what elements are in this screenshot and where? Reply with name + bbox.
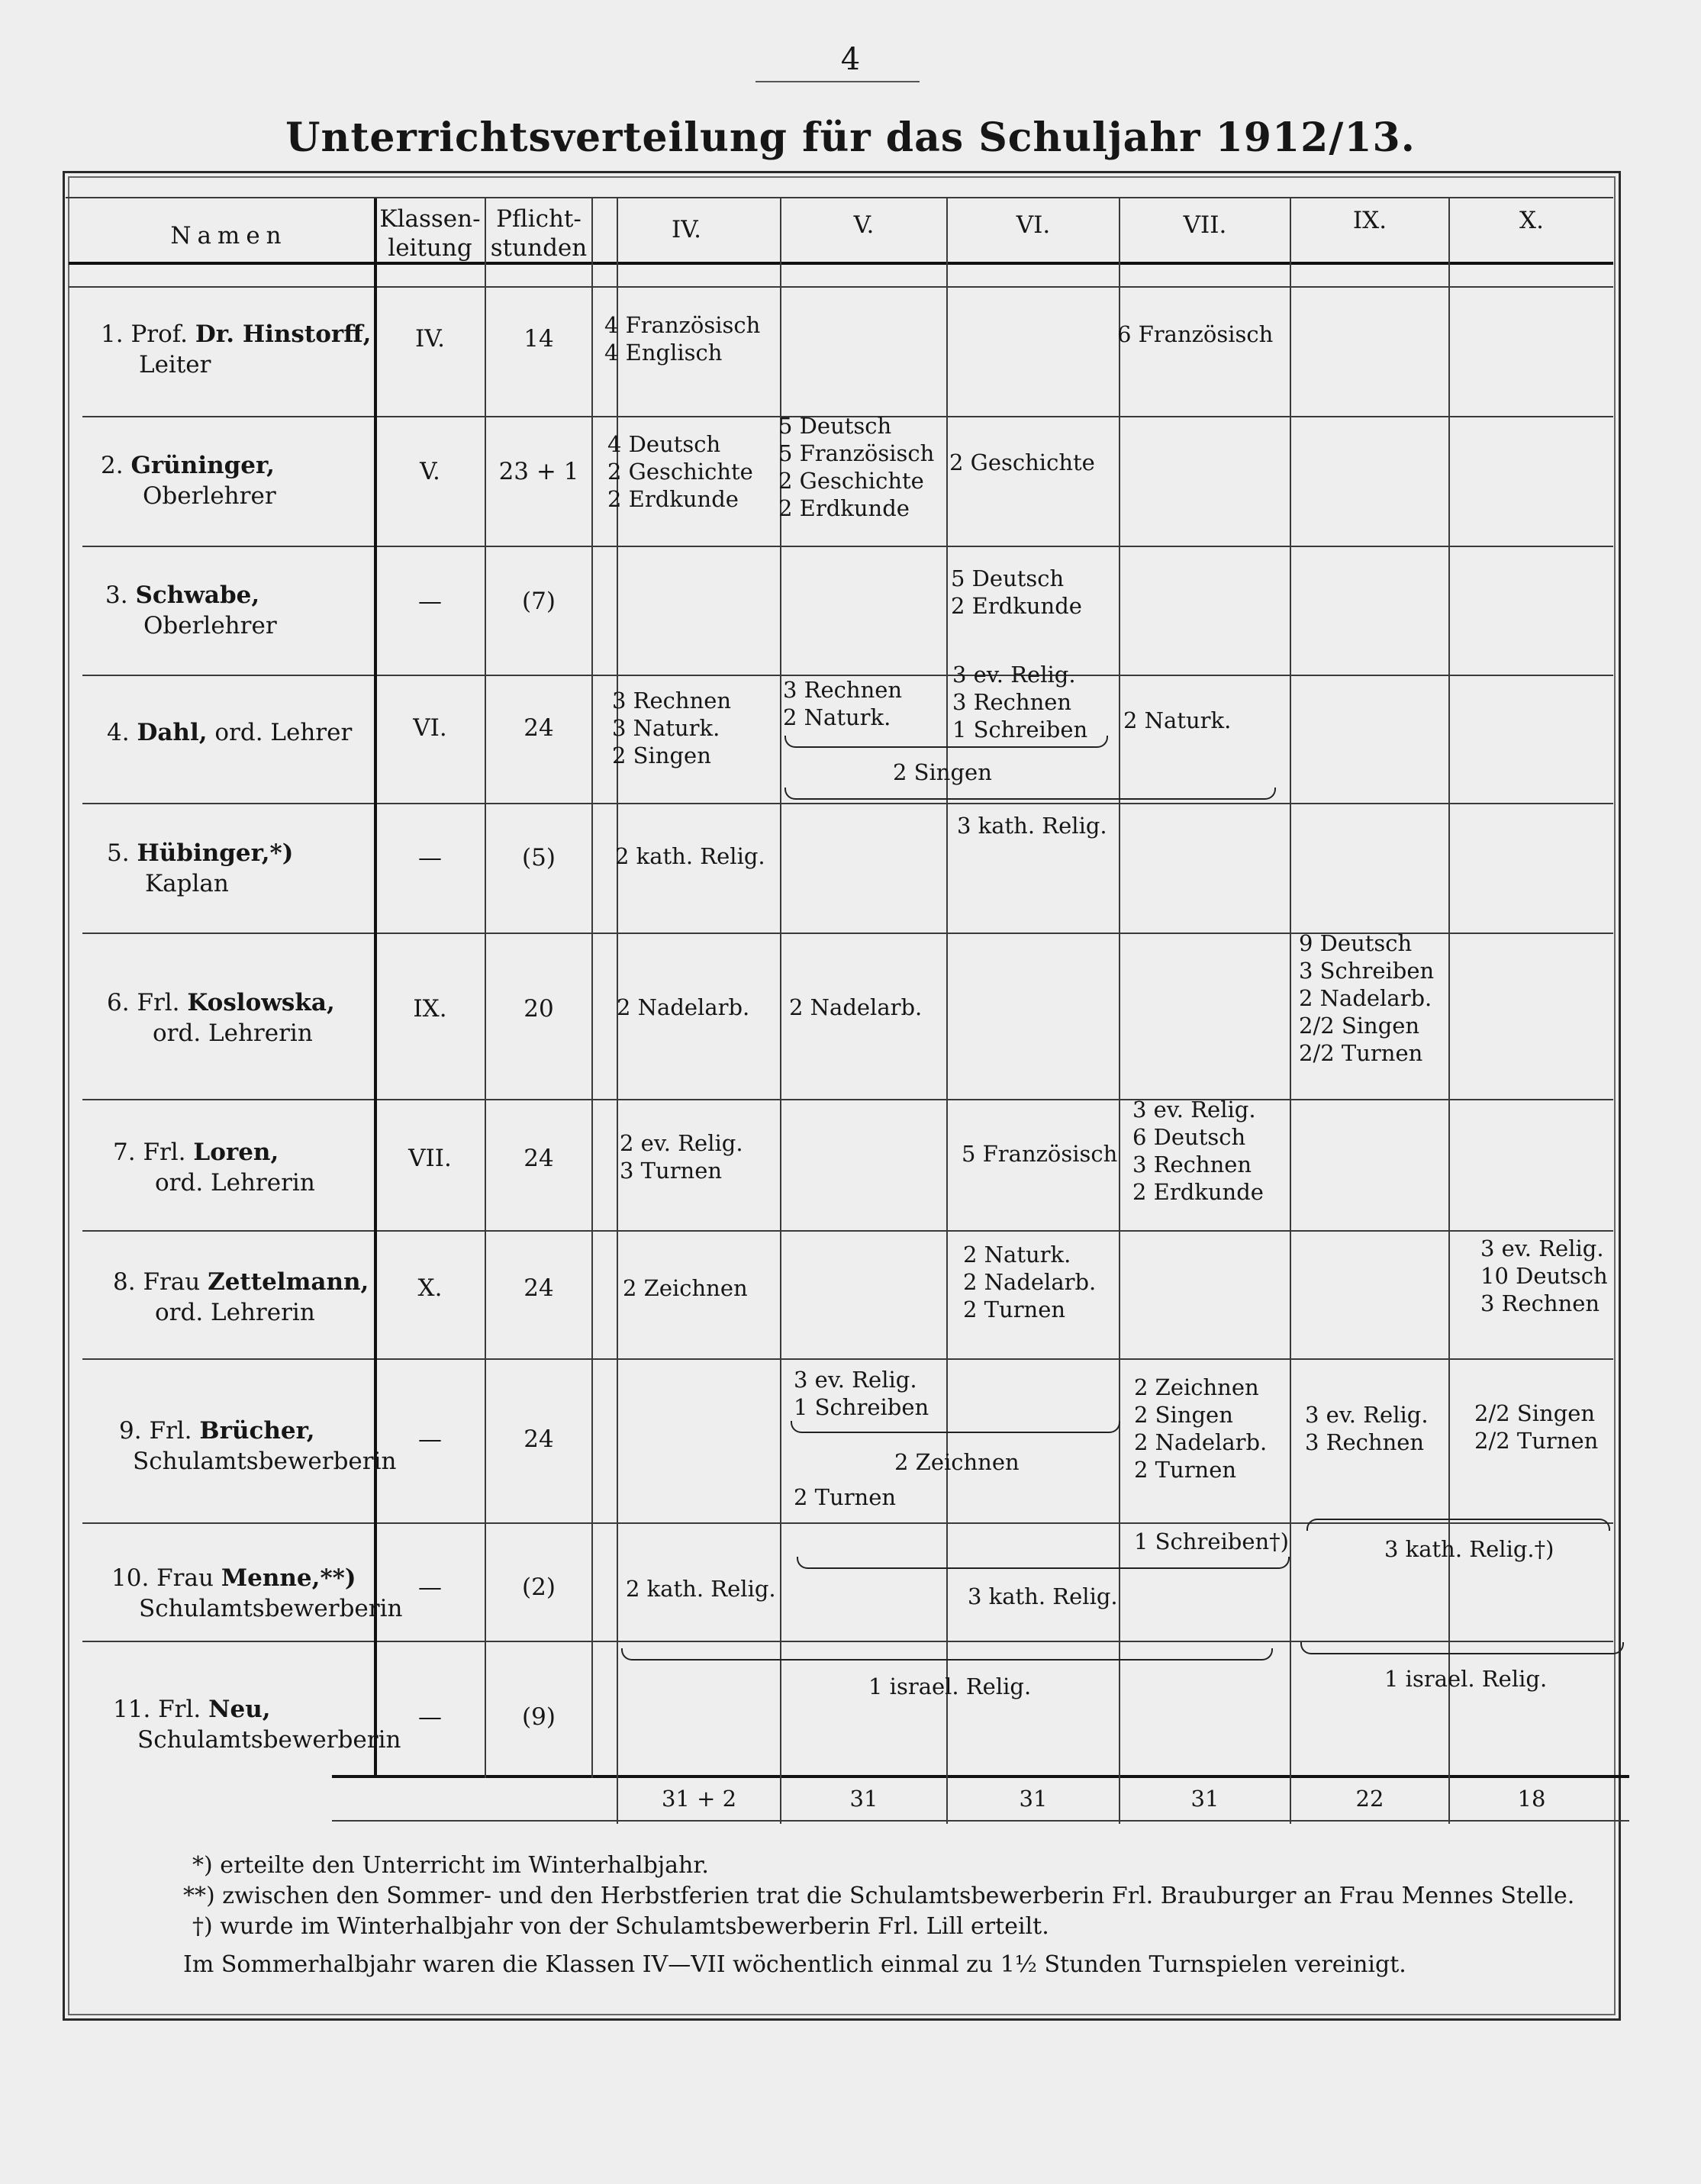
klasse-4: VI. bbox=[413, 714, 447, 742]
subject-r10-iv: 2 kath. Relig. bbox=[626, 1576, 776, 1602]
header-class-ix: IX. bbox=[1352, 207, 1387, 234]
subject-r5-brace: 3 kath. Relig. bbox=[957, 813, 1107, 839]
subject-r1-vii: 6 Französisch bbox=[1117, 321, 1274, 347]
subject-r8-x: 3 ev. Relig. 10 Deutsch 3 Rechnen bbox=[1480, 1235, 1608, 1316]
subject-r4-vii: 2 Naturk. bbox=[1123, 707, 1232, 733]
footnote-4: Im Sommerhalbjahr waren die Klassen IV—VII wöchentlich einmal zu 1½ Stunden Turnspielen vereinigt. bbox=[183, 1951, 1406, 1978]
page-number: 4 bbox=[840, 42, 861, 77]
teacher-name-10: 10. Frau Menne,**) Schulamtsbewerberin bbox=[111, 1564, 403, 1622]
subject-r9-brace: 2 Zeichnen bbox=[894, 1449, 1020, 1475]
brace-r9-zeichnen bbox=[791, 1421, 1120, 1433]
teacher-name-2: 2. Grüninger, Oberlehrer bbox=[101, 452, 276, 510]
teacher-name-9: 9. Frl. Brücher, Schulamtsbewerberin bbox=[119, 1417, 397, 1475]
subject-r4-iv: 3 Rechnen 3 Naturk. 2 Singen bbox=[612, 688, 732, 768]
footnote-1: *) erteilte den Unterricht im Winterhalbjahr. bbox=[192, 1852, 709, 1879]
header-class-v: V. bbox=[853, 211, 875, 239]
subject-r4-v: 3 Rechnen 2 Naturk. bbox=[783, 677, 903, 730]
footnote-2: **) zwischen den Sommer- und den Herbstferien trat die Schulamtsbewerberin Frl. Brauburger an Frau Mennes Stelle. bbox=[183, 1883, 1575, 1909]
stunden-10: (2) bbox=[522, 1574, 556, 1601]
subject-r9-vii: 2 Zeichnen 2 Singen 2 Nadelarb. 2 Turnen bbox=[1134, 1374, 1268, 1483]
brace-r5-kath bbox=[784, 788, 1276, 800]
subject-r8-vi: 2 Naturk. 2 Nadelarb. 2 Turnen bbox=[963, 1242, 1097, 1322]
klasse-7: VII. bbox=[408, 1145, 452, 1172]
teacher-name-8: 8. Frau Zettelmann, ord. Lehrerin bbox=[113, 1268, 369, 1326]
subject-r3-vi: 5 Deutsch 2 Erdkunde bbox=[951, 565, 1082, 619]
header-pflichtstunden: Pflicht- stunden bbox=[490, 205, 588, 262]
total-x: 18 bbox=[1517, 1786, 1546, 1812]
klasse-9: — bbox=[418, 1425, 442, 1453]
subject-r9-v: 3 ev. Relig. 1 Schreiben bbox=[794, 1367, 929, 1420]
subject-r6-ix: 9 Deutsch 3 Schreiben 2 Nadelarb. 2/2 Singen 2/2 Turnen bbox=[1299, 930, 1435, 1066]
header-class-x: X. bbox=[1519, 207, 1544, 234]
brace-r11-israel-right bbox=[1300, 1642, 1624, 1654]
page-title: Unterrichtsverteilung für das Schuljahr 1912/13. bbox=[285, 114, 1416, 161]
header-namen: Namen bbox=[170, 222, 288, 250]
header-class-vii: VII. bbox=[1183, 211, 1227, 239]
stunden-2: 23 + 1 bbox=[498, 458, 579, 485]
stunden-6: 20 bbox=[524, 995, 554, 1023]
brace-r4-singen bbox=[784, 736, 1108, 748]
stunden-7: 24 bbox=[524, 1145, 554, 1172]
teacher-name-3: 3. Schwabe, Oberlehrer bbox=[105, 581, 277, 639]
stunden-8: 24 bbox=[524, 1274, 554, 1302]
teacher-name-6: 6. Frl. Koslowska, ord. Lehrerin bbox=[107, 989, 335, 1047]
header-class-vi: VI. bbox=[1016, 211, 1051, 239]
footnote-3: †) wurde im Winterhalbjahr von der Schulamtsbewerberin Frl. Lill erteilt. bbox=[192, 1913, 1049, 1940]
subject-r2-vi: 2 Geschichte bbox=[949, 449, 1095, 475]
teacher-name-5: 5. Hübinger,*) Kaplan bbox=[107, 839, 294, 897]
subject-r10-vii: 1 Schreiben†) bbox=[1134, 1528, 1289, 1554]
subject-r10-brace: 3 kath. Relig. bbox=[968, 1583, 1118, 1609]
stunden-9: 24 bbox=[524, 1425, 554, 1453]
subject-r7-vii: 3 ev. Relig. 6 Deutsch 3 Rechnen 2 Erdkunde bbox=[1132, 1097, 1264, 1205]
subject-r11-brace-left: 1 israel. Relig. bbox=[868, 1673, 1032, 1699]
total-vii: 31 bbox=[1190, 1786, 1219, 1812]
klasse-5: — bbox=[418, 844, 442, 871]
teacher-name-11: 11. Frl. Neu, Schulamtsbewerberin bbox=[113, 1696, 401, 1754]
header-class-iv: IV. bbox=[671, 216, 702, 243]
klasse-6: IX. bbox=[413, 995, 447, 1023]
subject-r9-ix: 3 ev. Relig. 3 Rechnen bbox=[1305, 1402, 1429, 1455]
subject-r7-vi: 5 Französisch bbox=[962, 1141, 1118, 1167]
stunden-1: 14 bbox=[524, 325, 554, 353]
brace-r10-ix bbox=[1306, 1519, 1610, 1531]
subject-r4-brace: 2 Singen bbox=[893, 759, 992, 785]
total-vi: 31 bbox=[1019, 1786, 1048, 1812]
subject-r9-turnen: 2 Turnen bbox=[794, 1484, 897, 1510]
stunden-5: (5) bbox=[522, 844, 556, 871]
subject-r4-vi: 3 ev. Relig. 3 Rechnen 1 Schreiben bbox=[952, 662, 1088, 742]
klasse-3: — bbox=[418, 588, 442, 615]
teacher-name-1: 1. Prof. Dr. Hinstorff, Leiter bbox=[101, 321, 372, 378]
stunden-11: (9) bbox=[522, 1703, 556, 1731]
subject-r6-v: 2 Nadelarb. bbox=[789, 994, 923, 1020]
klasse-1: IV. bbox=[414, 325, 446, 353]
header-klassenleitung: Klassen- leitung bbox=[379, 205, 481, 262]
klasse-11: — bbox=[418, 1703, 442, 1731]
subject-r5-iv: 2 kath. Relig. bbox=[615, 843, 765, 869]
total-v: 31 bbox=[849, 1786, 878, 1812]
subject-r2-iv: 4 Deutsch 2 Geschichte 2 Erdkunde bbox=[607, 431, 753, 512]
stunden-3: (7) bbox=[522, 588, 556, 615]
teacher-name-7: 7. Frl. Loren, ord. Lehrerin bbox=[113, 1139, 315, 1197]
subject-r11-brace-right: 1 israel. Relig. bbox=[1384, 1666, 1548, 1692]
klasse-8: X. bbox=[417, 1274, 443, 1302]
page-number-rule bbox=[755, 81, 920, 82]
total-ix: 22 bbox=[1355, 1786, 1384, 1812]
klasse-2: V. bbox=[420, 458, 440, 485]
stunden-4: 24 bbox=[524, 714, 554, 742]
brace-r10-kath bbox=[797, 1557, 1290, 1569]
subject-r10-ix-brace: 3 kath. Relig.†) bbox=[1384, 1536, 1554, 1562]
total-iv: 31 + 2 bbox=[661, 1786, 737, 1812]
teacher-name-4: 4. Dahl, ord. Lehrer bbox=[107, 719, 353, 746]
subject-r1-iv: 4 Französisch 4 Englisch bbox=[604, 312, 761, 366]
brace-r11-israel-left bbox=[621, 1648, 1273, 1661]
subject-r8-iv: 2 Zeichnen bbox=[623, 1275, 748, 1301]
footnotes bbox=[183, 1851, 1575, 1978]
subject-r7-iv: 2 ev. Relig. 3 Turnen bbox=[620, 1130, 743, 1184]
subject-r6-iv: 2 Nadelarb. bbox=[617, 994, 750, 1020]
klasse-10: — bbox=[418, 1574, 442, 1601]
subject-r9-x: 2/2 Singen 2/2 Turnen bbox=[1474, 1400, 1599, 1454]
subject-r2-v: 5 Deutsch 5 Französisch 2 Geschichte 2 Erdkunde bbox=[778, 413, 935, 521]
